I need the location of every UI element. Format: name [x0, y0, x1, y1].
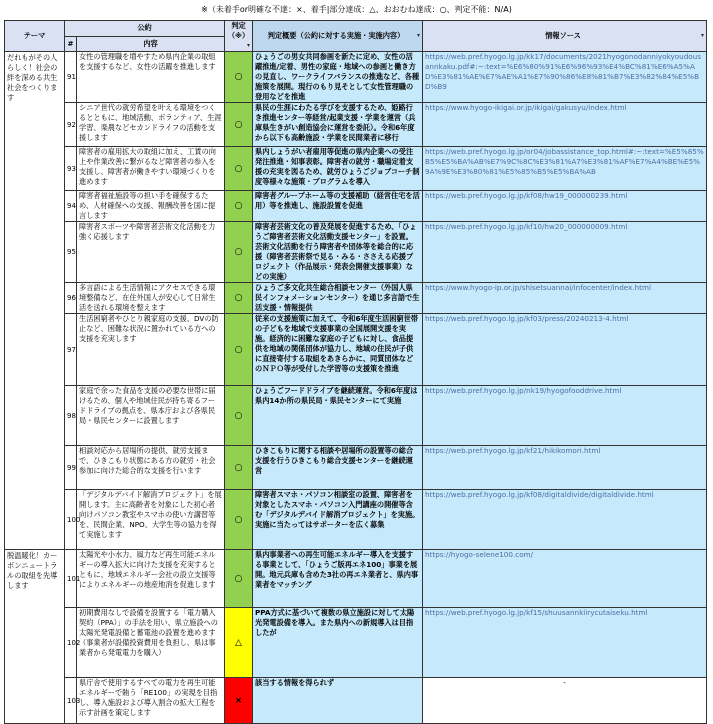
pledge-number[interactable]: 102 [65, 608, 77, 678]
source-link[interactable]: https://web.pref.hyogo.lg.jp/kf08/hw19_000000239.html [423, 191, 707, 222]
summary-cell[interactable]: 県民の生涯にわたる学びを支援するため、姫路行き推進センター等経営/起業支援・学業を運営（兵庫県生きがい創造協会に運営を委託）。令和6年度から以下も高齢施設・学業を民間業者に移行 [253, 103, 423, 147]
pledge-content[interactable]: 「デジタルデバイド解消プロジェクト」を展開します。主に高齢者を対象にした初心者向けパソコン教室やスマホの使い方講習等を、民間企業、NPO、大学生等の協力を得て実施します [77, 490, 225, 550]
source-link[interactable]: https://www.hyogo-ikigai.or.jp/ikigai/gakusyu/index.html [423, 103, 707, 147]
source-link[interactable]: - [423, 678, 707, 724]
pledge-number[interactable]: 98 [65, 386, 77, 446]
summary-cell[interactable]: 県内しょうがい者雇用等促進の県内企業への受注発注推進・知事表彰。障害者の就労・職場定着支援の充実を図るため、就労ひょうごジョブコーチ制度等様々な施策・プログラムを導入 [253, 147, 423, 191]
table-row[interactable] [5, 490, 707, 550]
table-row[interactable] [5, 678, 707, 724]
pledge-content[interactable]: 太陽光や小水力、風力など再生可能エネルギーの導入拡大に向けた支援を充実するとともに、地域エネルギー会社の設立支援等によりエネルギーの地産地消を促進します [77, 550, 225, 608]
pledge-content[interactable]: 相談対応から居場所の提供、就労支援まで、ひきこもり状態にある方の就労・社会参加に向けた総合的な支援を行います [77, 446, 225, 490]
pledge-content[interactable]: 生活困窮者やひとり親家庭の支援、DVの防止など、困難な状況に置かれている方への支援を充実します [77, 314, 225, 386]
summary-cell[interactable]: 従来の支援施策に加えて、令和6年度生活困窮世帯の子どもを地域で支援事業の全国展開支援を実施。経済的に困難な家庭の子どもに対し、食品提供を地域の関係団体が協力し、地域の住民が子供に直接寄付する取組をあきらかに、同質団体などのＮＰＯ等が受付した学習等の支援策を推進 [253, 314, 423, 386]
header-source[interactable]: 情報ソース ▾ [423, 21, 707, 52]
pledge-content[interactable]: 女性の管理職を増やすため県内企業の取組を支援するなど、女性の活躍を推進します [77, 52, 225, 103]
source-link[interactable]: https://web.pref.hyogo.lg.jp/nk19/hyogofooddrive.html [423, 386, 707, 446]
judgment-mark[interactable]: × [225, 678, 253, 724]
judgment-mark[interactable]: ○ [225, 283, 253, 314]
theme-cell[interactable]: 脱温暖化！カーボンニュートラルの取組を先導します [5, 550, 65, 724]
pledge-content[interactable]: 家庭で余った食品を支援の必要な世帯に届けるため、個人や地域住民が持ち寄るフードドライブの拠点を、県本庁および各県民局・県民センターに設置します [77, 386, 225, 446]
judgment-mark[interactable]: ○ [225, 386, 253, 446]
pledge-number[interactable]: 91 [65, 52, 77, 103]
judgment-mark[interactable]: ○ [225, 52, 253, 103]
filter-dropdown-icon[interactable]: ▾ [417, 32, 421, 39]
filter-dropdown-icon[interactable]: ▾ [247, 42, 251, 49]
header-pledge[interactable]: 公約 [65, 21, 225, 37]
header-summary[interactable]: 判定概要（公約に対する実施・実施内容） ▾ [253, 21, 423, 52]
pledge-table [4, 20, 707, 724]
header-num[interactable]: # [65, 36, 77, 52]
source-link[interactable]: https://www.hyogo-ip.or.jp/shisetsuannai/infocenter/index.html [423, 283, 707, 314]
legend-note: ※（未着手or明確な不達：×、着手|部分達成：△、おおむね達成：○、判定不能：N/A) [201, 5, 512, 14]
judgment-mark[interactable]: ○ [225, 103, 253, 147]
pledge-content[interactable]: シニア世代の就労希望を叶える環境をつくるとともに、地域活動、ボランティア、生涯学習、楽農などセカンドライフの活動を支援します [77, 103, 225, 147]
judgment-mark[interactable]: ○ [225, 446, 253, 490]
summary-cell[interactable]: 障害者芸術文化の普及発展を促進するため、「ひょうご障害者芸術文化活動支援センター」を設置。芸術文化活動を行う障害者や団体等を総合的に応援（障害者芸術祭で見る・みる・ささえる応援プロジェクト（作品展示・発表会開催支援事業）などの実施） [253, 222, 423, 283]
pledge-number[interactable]: 101 [65, 550, 77, 608]
pledge-number[interactable]: 99 [65, 446, 77, 490]
table-row[interactable] [5, 222, 707, 283]
pledge-number[interactable]: 94 [65, 191, 77, 222]
summary-cell[interactable]: PPA方式に基づいて複数の県立施設に対して太陽光発電設備を導入。また県内への新規導入は目指したが [253, 608, 423, 678]
judgment-mark[interactable]: ○ [225, 314, 253, 386]
summary-cell[interactable]: ひょうご多文化共生総合相談センター（外国人県民インフォメーションセンター）を通じ多言語で生活支援・情報提供 [253, 283, 423, 314]
source-link[interactable]: https://web.pref.hyogo.lg.jp/or04/jobassistance_top.html#:~:text=%E5%85%B5%E5%BA%AB%E7%9C%8C%E3%81%A7%E3%81%AF%E7%A4%BE%E5%9A%9E%E3%80%81%E5%85%B5%E5%BA%AB [423, 147, 707, 191]
summary-cell[interactable]: 障害者スマホ・パソコン相談室の設置、障害者を対象としたスマホ・パソコン入門講座の開催等含む「デジタルデバイド解消プロジェクト」を実施。実施に当たってはサポーターを広く募集 [253, 490, 423, 550]
table-row[interactable] [5, 191, 707, 222]
table-row[interactable] [5, 550, 707, 608]
summary-cell[interactable]: 障害者グループホーム等の支援補助（経営住宅を活用）等を推進し、施設設置を促進 [253, 191, 423, 222]
summary-cell[interactable]: 該当する情報を得られず [253, 678, 423, 724]
source-link[interactable]: https://web.pref.hyogo.lg.jp/kf03/press/20240213-4.html [423, 314, 707, 386]
summary-cell[interactable]: ひょうごの男女共同参画を新たに定め、女性の活躍推進/定着、男性の家庭・地域への参画と働き方の見直し、ワークライフバランスの推進など、各種施策を展開。現行のもり見そとして女性管理職の登用などを推進 [253, 52, 423, 103]
pledge-content[interactable]: 障害者福祉施設等の担い手を確保するため、人材確保への支援、報酬改善を国に提言します [77, 191, 225, 222]
table-row[interactable] [5, 314, 707, 386]
judgment-mark[interactable]: ○ [225, 147, 253, 191]
pledge-content[interactable]: 県庁舎で使用するすべての電力を再生可能エネルギーで賄う「RE100」の実現を目指し、導入施設および導入割合の拡大工程を示す計画を策定します [77, 678, 225, 724]
source-link[interactable]: https://web.pref.hyogo.lg.jp/kf10/hw20_000000009.html [423, 222, 707, 283]
pledge-number[interactable]: 93 [65, 147, 77, 191]
judgment-mark[interactable]: △ [225, 608, 253, 678]
header-theme[interactable]: テーマ [5, 21, 65, 52]
pledge-number[interactable]: 96 [65, 283, 77, 314]
judgment-mark[interactable]: ○ [225, 490, 253, 550]
pledge-number[interactable]: 97 [65, 314, 77, 386]
summary-cell[interactable]: 県内事業者への再生可能エネルギー導入を支援する事業として、「ひょうご版再エネ100」事業を展開。地元兵庫も含めた3社の再エネ業者と、県内事業者をマッチング [253, 550, 423, 608]
summary-cell[interactable]: ひきこもりに関する相談や居場所の設置等の総合支援を行うひきこもり総合支援センターを継続運営 [253, 446, 423, 490]
pledge-number[interactable]: 100 [65, 490, 77, 550]
table-row[interactable] [5, 446, 707, 490]
filter-dropdown-icon[interactable]: ▾ [701, 32, 705, 39]
judgment-mark[interactable]: ○ [225, 191, 253, 222]
pledge-number[interactable]: 95 [65, 222, 77, 283]
pledge-number[interactable]: 92 [65, 103, 77, 147]
header-content[interactable]: 内容 [77, 36, 225, 52]
source-link[interactable]: https://web.pref.hyogo.lg.jp/kk17/documents/2021hyogonodanniyokyoudousannkaku.pdf#:~:text=%E6%80%91%E6%96%93%E4%BC%81%E6%A5%AD%E3%81%AE%E7%AE%A1%E7%90%86%E8%81%B7%E3%82%84%E5%BD%B9 [423, 52, 707, 103]
source-link[interactable]: https://web.pref.hyogo.lg.jp/kf08/digitaldivide/digitaldivide.html [423, 490, 707, 550]
source-link[interactable]: https://web.pref.hyogo.lg.jp/kf15/shuusannkiirycutaiseku.html [423, 608, 707, 678]
table-row[interactable] [5, 103, 707, 147]
pledge-content[interactable]: 初期費用なしで設備を設置する「電力購入契約（PPA）」の手法を用い、県立施設への太陽光発電設備と蓄電池の設置を進めます（事業者が設備投資費用を負担し、県は事業者から発電電力を購入） [77, 608, 225, 678]
table-row[interactable] [5, 608, 707, 678]
pledge-content[interactable]: 障害者の雇用拡大の取組に加え、工賃の向上や作業改善に繋がるなど障害者の参入を支援し、障害者が働きやすい環境づくりを進めます [77, 147, 225, 191]
source-link[interactable]: https://web.pref.hyogo.lg.jp/kf21/hikikomori.html [423, 446, 707, 490]
judgment-mark[interactable]: ○ [225, 550, 253, 608]
pledge-number[interactable]: 103 [65, 678, 77, 724]
table-row[interactable] [5, 52, 707, 103]
summary-cell[interactable]: ひょうごフードドライブを継続運営。令和6年度は県内14か所の県民局・県民センターにて実施 [253, 386, 423, 446]
judgment-mark[interactable]: ○ [225, 222, 253, 283]
theme-cell[interactable]: だれもがその人らしく！社会の絆を深める共生社会をつくります [5, 52, 65, 550]
pledge-content[interactable]: 障害者スポーツや障害者芸術文化活動を力強く応援します [77, 222, 225, 283]
table-row[interactable] [5, 386, 707, 446]
source-link[interactable]: https://hyogo-selene100.com/ [423, 550, 707, 608]
table-row[interactable] [5, 283, 707, 314]
pledge-content[interactable]: 多言語による生活情報にアクセスできる環境整備など、在住外国人が安心して日常生活を送れる環境を整えます [77, 283, 225, 314]
table-row[interactable] [5, 147, 707, 191]
header-judgment[interactable]: 判定（※） ▾ [225, 21, 253, 52]
